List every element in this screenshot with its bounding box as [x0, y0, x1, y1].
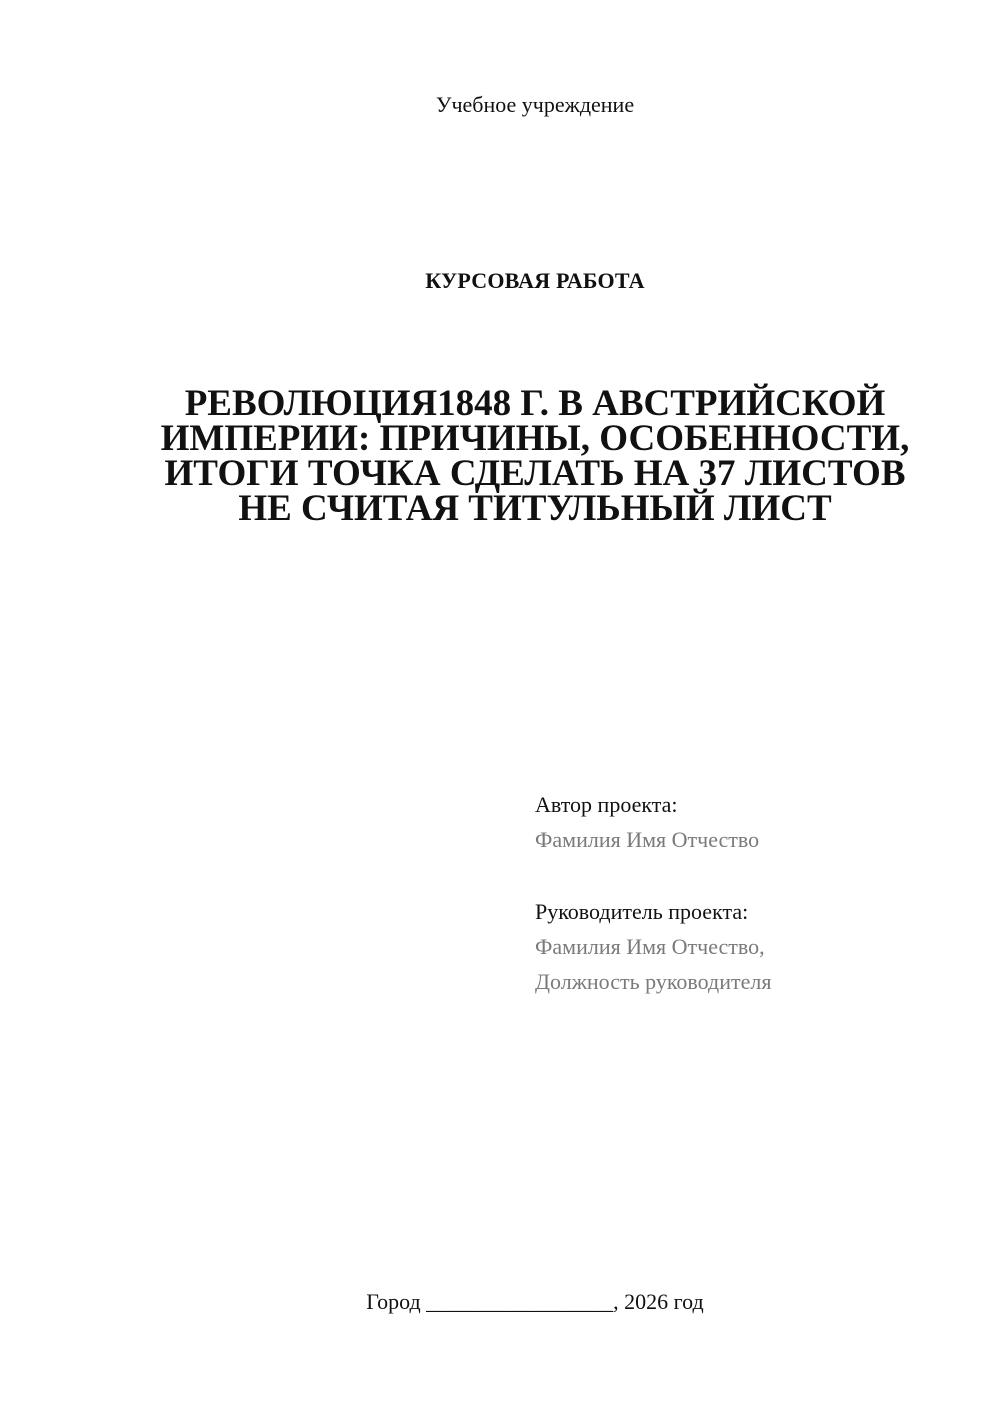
supervisor-position: Должность руководителя: [535, 969, 772, 994]
author-name: Фамилия Имя Отчество: [535, 827, 760, 852]
city-year-line: Город _________________, 2026 год: [366, 1289, 704, 1314]
supervisor-label: Руководитель проекта:: [535, 899, 749, 924]
main-title: РЕВОЛЮЦИЯ1848 Г. В АВСТРИЙСКОЙ ИМПЕРИИ: ПРИЧИНЫ, ОСОБЕННОСТИ, ИТОГИ ТОЧКА СДЕЛАТЬ НА 37 ЛИСТОВ НЕ СЧИТАЯ ТИТУЛЬНЫЙ ЛИСТ: [160, 383, 910, 529]
institution-name: Учебное учреждение: [435, 92, 635, 117]
supervisor-name: Фамилия Имя Отчество,: [535, 934, 765, 959]
author-label: Автор проекта:: [535, 792, 678, 817]
work-type-heading: КУРСОВАЯ РАБОТА: [425, 268, 645, 293]
supervisor-block: [535, 894, 975, 999]
author-block: [535, 787, 975, 857]
